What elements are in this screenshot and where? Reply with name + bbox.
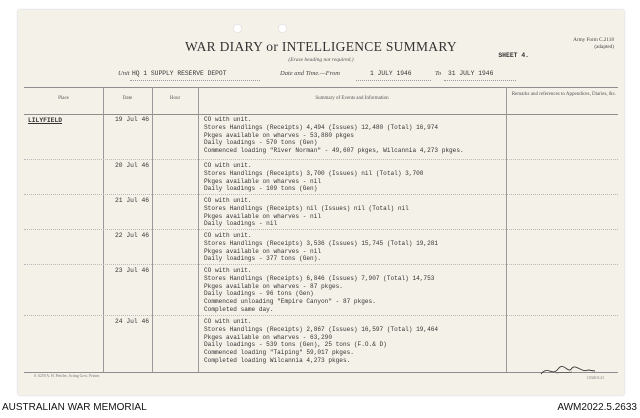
form-print-code: 10346 8.41	[586, 376, 604, 380]
entry-summary: CO with unit. Stores Handlings (Receipts) 3,536 (Issues) 15,745 (Total) 19,281 Pkges available on wharves - nil Daily loadings - 377 tons (Gen).	[204, 232, 439, 263]
diary-sheet	[18, 10, 624, 395]
entry-date: 23 Jul 46	[115, 267, 150, 274]
form-title: WAR DIARY or INTELLIGENCE SUMMARY	[185, 39, 457, 54]
sheet-number: SHEET 4.	[498, 52, 529, 59]
entry-date: 21 Jul 46	[115, 197, 150, 204]
entry-summary: CO with unit. Stores Handlings (Receipts) nil (Issues) nil (Total) nil Pkges available on wharves - nil Daily loadings - nil	[204, 197, 409, 228]
army-form-number: Army Form C.2118 (adapted)	[573, 37, 614, 50]
table-bottom-rule	[24, 372, 618, 373]
to-underline	[444, 80, 516, 81]
from-date: 1 JULY 1946	[370, 70, 412, 77]
accession-number: AWM2022.5.2633	[557, 402, 637, 413]
from-underline	[356, 80, 431, 81]
to-date: 31 JULY 1946	[448, 70, 494, 77]
unit-label: Unit	[118, 70, 130, 77]
institution-caption: AUSTRALIAN WAR MEMORIAL	[2, 402, 147, 413]
table-top-rule	[24, 87, 618, 88]
entry-summary: CO with unit. Stores Handlings (Receipts) 4,494 (Issues) 12,480 (Total) 16,974 Pkges available on wharves - 53,880 pkges Daily loadings - 570 tons (Gen) Commenced loading "River Norman" - 49,607 pkges, Wilcannia 4,273 pkges.	[204, 116, 464, 155]
table-header-rule	[24, 114, 618, 115]
entry-date: 22 Jul 46	[115, 232, 150, 239]
entry-summary: CO with unit. Stores Handlings (Receipts) 6,846 (Issues) 7,907 (Total) 14,753 Pkges available on wharves - 87 pkges. Daily loadings - 96 tons (Gen) Commenced unloading "Empire Canyon" - 87 pkges. Completed same day.	[204, 267, 435, 313]
punch-hole	[278, 24, 287, 33]
column-header-place: Place	[58, 96, 69, 101]
unit-underline	[130, 80, 260, 81]
unit-value: HQ 1 SUPPLY RESERVE DEPOT	[132, 70, 227, 77]
row-separator	[24, 229, 618, 230]
to-label: To	[435, 70, 442, 77]
form-subtitle: (Erase heading not required.)	[288, 57, 354, 63]
entry-summary: CO with unit. Stores Handlings (Receipts) 2,867 (Issues) 16,597 (Total) 19,464 Pkges available on wharves - 63,290 Daily loadings - 539 tons (Gen), 25 tons (F.O.& D) Commenced loading "Taiping" 59,017 pkges. Completed loading Wilcannia 4,273 pkges.	[204, 318, 439, 364]
column-header-hour: Hour	[169, 96, 181, 101]
column-header-summary: Summary of Events and Information	[315, 96, 389, 101]
datetime-label: Date and Time.—From	[280, 70, 340, 77]
column-header-date: Date	[122, 96, 133, 101]
row-separator	[24, 264, 618, 265]
entry-date: 19 Jul 46	[115, 116, 150, 123]
row-separator	[24, 194, 618, 195]
column-header-remarks: Remarks and references to Appendices, Diaries, &c.	[511, 92, 617, 97]
entry-date: 20 Jul 46	[115, 162, 150, 169]
punch-hole	[233, 24, 242, 33]
row-separator	[24, 159, 618, 160]
row-separator	[24, 315, 618, 316]
printer-imprint: S. 6259 A. H. Pettifer, Acting Govt. Printer.	[34, 374, 101, 378]
entry-summary: CO with unit. Stores Handlings (Receipts) 3,700 (Issues) nil (Total) 3,700 Pkges available on wharves - nil Daily loadings - 109 tons (Gen)	[204, 162, 424, 193]
entry-date: 24 Jul 46	[115, 318, 150, 325]
place-name: LILYFIELD	[28, 117, 63, 124]
